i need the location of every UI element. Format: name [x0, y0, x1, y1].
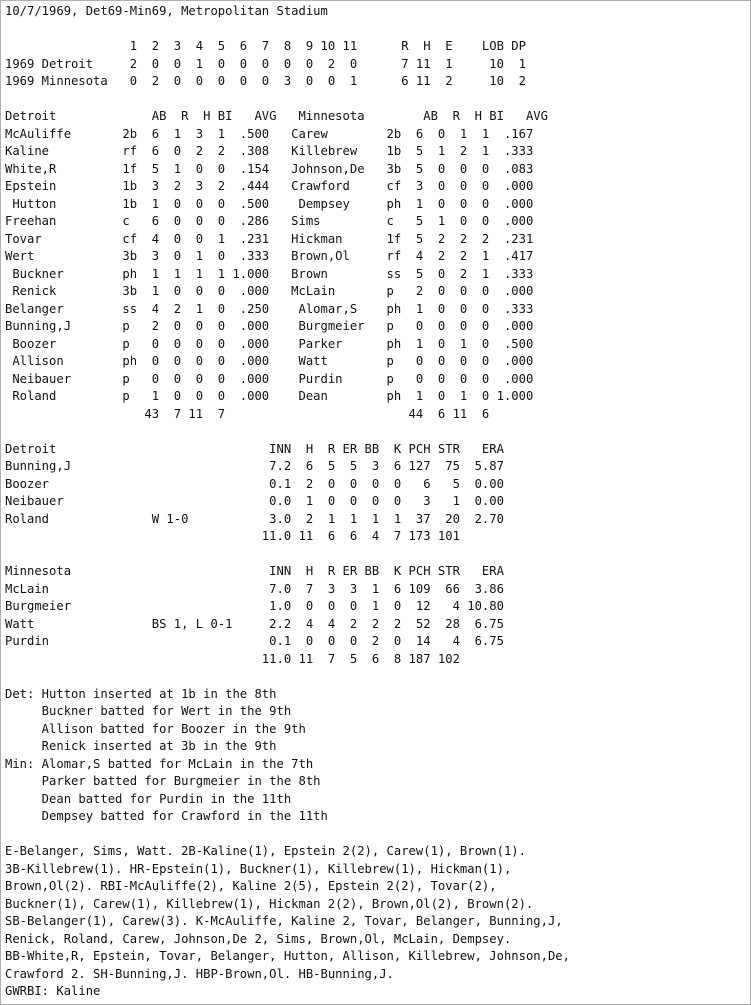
blank-line	[5, 668, 570, 686]
text-line: Neibauer p 0 0 0 0 .000 Purdin p 0 0 0 0 .000	[5, 371, 534, 386]
blank-line	[5, 21, 570, 39]
text-line: Roland p 1 0 0 0 .000 Dean ph 1 0 1 0 1.000	[5, 389, 534, 403]
text-line: Buckner batted for Wert in the 9th	[5, 704, 292, 718]
text-line: Purdin 0.1 0 0 0 2 0 14 4 6.75	[5, 634, 504, 648]
text-line: Freehan c 6 0 0 0 .286 Sims c 5 1 0 0 .000	[5, 214, 534, 228]
text-line: Buckner ph 1 1 1 1 1.000 Brown ss 5 0 2 1 .333	[5, 266, 534, 281]
text-line: Burgmeier 1.0 0 0 0 1 0 12 4 10.80	[5, 599, 504, 613]
text-line: Detroit INN H R ER BB K PCH STR ERA	[5, 441, 504, 456]
text-line: McAuliffe 2b 6 1 3 1 .500 Carew 2b 6 0 1 1 .167	[5, 126, 534, 141]
text-line: Dempsey batted for Crawford in the 11th	[5, 809, 328, 823]
text-line: Parker batted for Burgmeier in the 8th	[5, 774, 321, 788]
blank-line	[5, 826, 570, 844]
text-line: Minnesota INN H R ER BB K PCH STR ERA	[5, 564, 504, 578]
text-line: Boozer 0.1 2 0 0 0 0 6 5 0.00	[5, 476, 504, 491]
text-line: McLain 7.0 7 3 3 1 6 109 66 3.86	[5, 581, 504, 596]
text-line: Detroit AB R H BI AVG Minnesota AB R H BI AVG	[5, 109, 548, 123]
text-line: 3B-Killebrew(1). HR-Epstein(1), Buckner(1), Killebrew(1), Hickman(1),	[5, 861, 512, 876]
text-line: 1969 Detroit 2 0 0 1 0 0 0 0 0 2 0 7 11 1 10 1	[5, 56, 526, 71]
text-line: Roland W 1-0 3.0 2 1 1 1 1 37 20 2.70	[5, 511, 504, 526]
text-line: Epstein 1b 3 2 3 2 .444 Crawford cf 3 0 0 0 .000	[5, 179, 534, 193]
blank-line	[5, 546, 570, 564]
text-line: Det: Hutton inserted at 1b in the 8th	[5, 686, 277, 701]
text-line: 11.0 11 7 5 6 8 187 102	[5, 651, 460, 666]
box-score-text	[5, 3, 570, 1001]
text-line: Wert 3b 3 0 1 0 .333 Brown,Ol rf 4 2 2 1 .417	[5, 249, 534, 263]
text-line: White,R 1f 5 1 0 0 .154 Johnson,De 3b 5 0 0 0 .083	[5, 161, 534, 176]
text-line: Neibauer 0.0 1 0 0 0 0 3 1 0.00	[5, 494, 504, 508]
text-line: Buckner(1), Carew(1), Killebrew(1), Hickman 2(2), Brown,Ol(2), Brown(2).	[5, 896, 534, 911]
text-line: GWRBI: Kaline	[5, 984, 101, 998]
text-line: Tovar cf 4 0 0 1 .231 Hickman 1f 5 2 2 2 .231	[5, 231, 534, 246]
text-line: Renick 3b 1 0 0 0 .000 McLain p 2 0 0 0 .000	[5, 284, 534, 298]
text-line: Bunning,J 7.2 6 5 5 3 6 127 75 5.87	[5, 459, 504, 473]
text-line: Renick inserted at 3b in the 9th	[5, 739, 277, 753]
text-line: 11.0 11 6 6 4 7 173 101	[5, 529, 460, 543]
text-line: Boozer p 0 0 0 0 .000 Parker ph 1 0 1 0 .500	[5, 336, 534, 351]
text-line: Kaline rf 6 0 2 2 .308 Killebrew 1b 5 1 2 1 .333	[5, 144, 534, 158]
text-line: Allison batted for Boozer in the 9th	[5, 721, 306, 736]
blank-line	[5, 423, 570, 441]
text-line: BB-White,R, Epstein, Tovar, Belanger, Hutton, Allison, Killebrew, Johnson,De,	[5, 949, 570, 963]
text-line: Crawford 2. SH-Bunning,J. HBP-Brown,Ol. HB-Bunning,J.	[5, 966, 394, 981]
text-line: Belanger ss 4 2 1 0 .250 Alomar,S ph 1 0 0 0 .333	[5, 301, 534, 316]
text-line: 1969 Minnesota 0 2 0 0 0 0 0 3 0 0 1 6 11 2 10 2	[5, 74, 526, 88]
text-line: 10/7/1969, Det69-Min69, Metropolitan Stadium	[5, 4, 328, 18]
text-line: Watt BS 1, L 0-1 2.2 4 4 2 2 2 52 28 6.75	[5, 616, 504, 631]
text-line: Min: Alomar,S batted for McLain in the 7th	[5, 756, 314, 771]
text-line: Dean batted for Purdin in the 11th	[5, 791, 292, 806]
text-line: Brown,Ol(2). RBI-McAuliffe(2), Kaline 2(5), Epstein 2(2), Tovar(2),	[5, 879, 497, 893]
text-line: 1 2 3 4 5 6 7 8 9 10 11 R H E LOB DP	[5, 39, 526, 53]
text-line: Renick, Roland, Carew, Johnson,De 2, Sims, Brown,Ol, McLain, Dempsey.	[5, 931, 512, 946]
text-line: Bunning,J p 2 0 0 0 .000 Burgmeier p 0 0 0 0 .000	[5, 319, 534, 333]
text-line: Hutton 1b 1 0 0 0 .500 Dempsey ph 1 0 0 0 .000	[5, 196, 534, 211]
blank-line	[5, 91, 570, 109]
text-line: SB-Belanger(1), Carew(3). K-McAuliffe, Kaline 2, Tovar, Belanger, Bunning,J,	[5, 914, 563, 928]
text-line: Allison ph 0 0 0 0 .000 Watt p 0 0 0 0 .000	[5, 354, 534, 368]
text-line: 43 7 11 7 44 6 11 6	[5, 406, 490, 421]
text-line: E-Belanger, Sims, Watt. 2B-Kaline(1), Epstein 2(2), Carew(1), Brown(1).	[5, 844, 526, 858]
